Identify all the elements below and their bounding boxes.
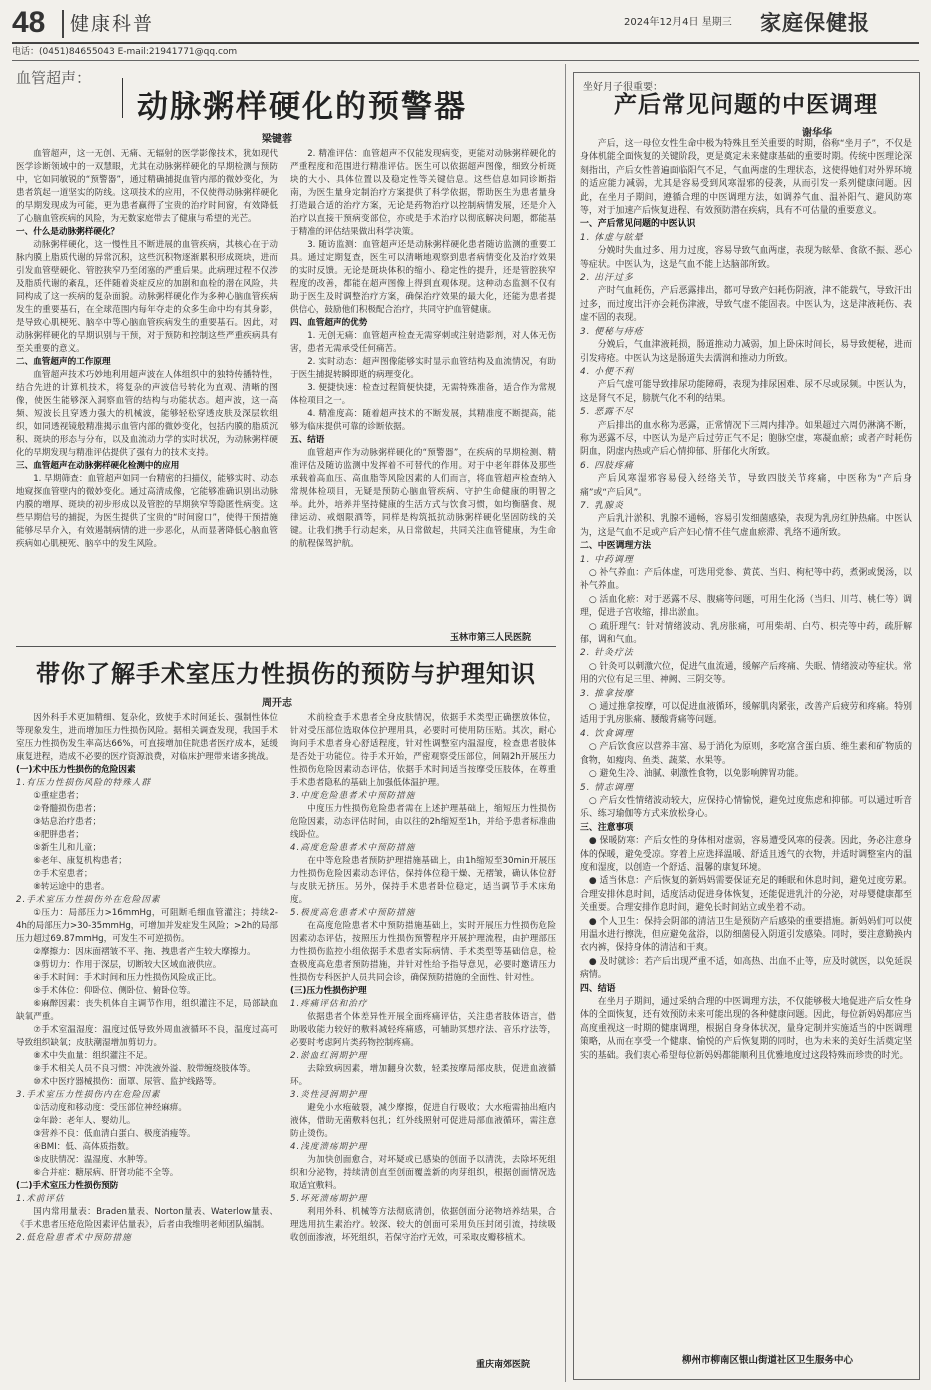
- paragraph: ○ 产后女性情绪波动较大，应保持心情愉悦，避免过度焦虑和抑郁。可以通过听音乐、练习瑜伽等方式来放松身心。: [580, 795, 912, 820]
- article3-kicker: 坐好月子很重要：: [583, 82, 663, 93]
- sub-heading: 2.手术室压力性损伤外在危险因素: [16, 895, 161, 905]
- paragraph: 血管超声作为动脉粥样硬化的“预警器”，在疾病的早期检测、精准评估及随访监测中发挥着不可替代的作用。对于中老年群体及那些承载着高血压、高血脂等风险因素的人们而言，将血管超声检查纳入常规体检项目，无疑是预防心脑血管疾病、守护生命健康的明智之举。此外，培养并坚持健康的生活方式与饮食习惯，如均衡膳食、规律运动、戒烟限酒等，同样是构筑抵抗动脉粥样硬化坚固防线的关键。让我们携手行动起来，从日常做起，共同关注血管健康，为生命的航程保驾护航。: [290, 448, 556, 549]
- article2-title: 带你了解手术室压力性损伤的预防与护理知识: [36, 659, 536, 688]
- paragraph: 在坐月子期间，通过采纳合理的中医调理方法，不仅能够极大地促进产后女性身体的全面恢复，还有效预防未来可能出现的各种健康问题。因此，每位新妈妈都应当高度重视这一时期的健康调理，根据自身身体状况，量身定制并实施适当的中医调理策略，从而在享受一个健康、愉悦的产后恢复期的同时，也为未来的美好生活奠定坚实的基础。我们衷心希望每位新妈妈都能顺利且优雅地度过这段特殊而珍贵的时光。: [580, 997, 912, 1061]
- paragraph: ○ 活血化瘀：对于恶露不尽、腹痛等问题，可用生化汤（当归、川芎、桃仁等）调理，促进子宫收缩，排出淤血。: [580, 594, 912, 619]
- section-heading: 三、血管超声在动脉粥样硬化检测中的应用: [16, 461, 180, 471]
- paragraph: 因外科手术更加精细、复杂化，致使手术时间延长、强制性体位等现象发生，进而增加压力性损伤风险。据相关调查发现，我国手术室压力性损伤发生率高达66%，可直接增加住院患者医疗成本，延缓康复进程，造成不必要的医疗资源浪费，对临床护理带来诸多挑战。: [16, 713, 278, 762]
- sub-heading: 3. 便秘与痔疮: [580, 326, 644, 337]
- sub-heading: 3. 推拿按摩: [580, 688, 634, 699]
- sub-heading: 3.炎性浸润期护理: [290, 1090, 368, 1100]
- sub-heading: 3.中度危险患者术中预防措施: [290, 791, 416, 801]
- article1-title: 动脉粥样硬化的预警器: [137, 89, 467, 125]
- section-heading: 二、血管超声的工作原理: [16, 357, 111, 367]
- paragraph: 中度压力性损伤危险患者需在上述护理基础上，缩短压力性损伤危险因素，动态评估时间，由以往的2h缩短至1h，并给予患者标准曲线卧位。: [290, 804, 556, 840]
- sub-heading: 2. 针灸疗法: [580, 648, 634, 659]
- masthead-rule: [12, 42, 919, 44]
- sub-heading: 1. 中药调理: [580, 554, 634, 565]
- article1-author: 梁键蓉: [262, 134, 292, 145]
- sub-heading: 4.浅度溃疡期护理: [290, 1142, 368, 1152]
- paragraph: 在中等危险患者预防护理措施基础上，由1h缩短至30min开展压力性损伤危险因素动态评估，保持体位稳干燥、无褶皱，确认体位舒与皮肤无挤压。另外，保持手术患者卧位稳定，适当调节手术床角度。: [290, 856, 556, 905]
- contact-rule: [12, 60, 919, 61]
- article1-affiliation: 玉林市第三人民医院: [450, 633, 532, 643]
- article3-title: 产后常见问题的中医调理: [614, 91, 878, 118]
- paragraph: 产后乳汁淤积、乳腺不通畅，容易引发细菌感染，表现为乳房红肿热痛。中医认为，这是气血不足或产后产妇心情不佳气虚血瘀滞、乳络不通所致。: [580, 514, 912, 538]
- article1-column1: [16, 148, 278, 648]
- paragraph: ⑤皮肤情况：温湿度、水肿等。: [33, 1155, 153, 1165]
- section-heading: 三、注意事项: [580, 822, 634, 833]
- paragraph: ②摩擦力：因床面褶皱不平、拖、拽患者产生较大摩擦力。: [33, 947, 256, 957]
- sub-heading: 4. 小便不利: [580, 366, 634, 377]
- section-heading: (一)术中压力性损伤的危险因素: [16, 765, 136, 775]
- paragraph: 国内常用量表：Braden量表、Norton量表、Waterlow量表、《手术患者压疮危险因素评估量表》，后者由我维明老师团队编制。: [16, 1207, 278, 1230]
- paragraph: ○ 补气养血：产后体虚，可选用党参、黄芪、当归、枸杞等中药，煮粥或煲汤，以补气养血。: [580, 568, 912, 592]
- paragraph: 3. 随访监测：血管超声还是动脉粥样硬化患者随访监测的重要工具。通过定期复查，医生可以清晰地观察到患者病情变化及治疗效果的实时反馈。无论是斑块体积的缩小、稳定性的提升，还是管腔狭窄程度的改善，都能在超声图像上得到直观体现。这种动态监测不仅有助于医生及时调整治疗方案，确保治疗效果的最大化，还能为患者提供信心，鼓励他们积极配合治疗，共同守护血管健康。: [290, 240, 556, 315]
- paragraph: 为加快创面愈合，对坏疑或已感染的创面予以清洗，去除坏死组织和分泌物，持续清创直至创面覆盖新的肉芽组织，根据创面情况选取适宜敷料。: [290, 1155, 556, 1191]
- paragraph: 在高度危险患者术中预防措施基础上，实时开展压力性损伤危险因素动态评估，按照压力性损伤预警程序开展护理流程，由护理部压力性损伤监控小组依据手术患者实际病情、手术类型等基础信息，检查极度高危患者预防措施，并针对性给予指导意见，必要时邀请压力性损伤专科医护人员共同会诊，确保预防措施的全面性、针对性。: [290, 921, 556, 983]
- paragraph: ①重症患者；: [33, 791, 84, 801]
- article-divider: [16, 646, 556, 647]
- paragraph: ⑤手术体位：仰卧位、侧卧位、俯卧位等。: [33, 986, 196, 996]
- paragraph: 3. 便捷快速：检查过程简便快捷，无需特殊准备，适合作为常规体检项目之一。: [290, 383, 556, 406]
- section-heading: 四、结语: [580, 983, 616, 994]
- sub-heading: 1. 体虚与眩晕: [580, 232, 644, 243]
- article2-column2: [290, 712, 556, 1354]
- sub-heading: 1.有压力性损伤风险的特殊人群: [16, 778, 151, 788]
- paragraph: ④BMI：低、高体质指数。: [33, 1142, 135, 1152]
- paragraph: ○ 通过推拿按摩，可以促进血液循环，缓解肌肉紧张，改善产后疲劳和疼痛。特别适用于乳房胀痛、腰酸背痛等问题。: [580, 702, 912, 726]
- paragraph: ④肥胖患者；: [33, 830, 84, 840]
- sub-heading: 1.疼痛评估和治疗: [290, 999, 368, 1009]
- sub-heading: 7. 乳腺炎: [580, 500, 624, 511]
- paragraph: ⑤新生儿和儿童；: [33, 843, 102, 853]
- issue-date: 2024年12月4日 星期三: [624, 17, 732, 28]
- column-separator: [565, 64, 566, 1382]
- paragraph: ○ 避免生冷、油腻、刺激性食物，以免影响脾胃功能。: [588, 769, 804, 780]
- article3-body: [580, 138, 912, 1346]
- paragraph: ● 及时就诊：若产后出现严重不适，如高热、出血不止等，应及时就医，以免延误病情。: [580, 956, 912, 981]
- paragraph: ③剪切力：作用于深层，切断较大区域血液供应。: [33, 960, 222, 970]
- sub-heading: 4. 饮食调理: [580, 728, 634, 739]
- sub-heading: 2. 出汗过多: [580, 273, 634, 284]
- paragraph: ⑧转运途中的患者。: [33, 882, 110, 892]
- paragraph: 产后排出的血水称为恶露，正常情况下三周内排净。如果超过六周仍淋漓不断，称为恶露不尽，中医认为是产后过劳正气不足；胞脉空虚，寒凝血瘀；或者产时耗伤阴血，阴虚内热或产后心情抑郁、肝郁化火所致。: [580, 420, 912, 458]
- contact-info: 电话：(0451)84655043 E-mail:21941771@qq.com: [12, 47, 238, 57]
- paragraph: ①活动度和移动度：受压部位神经麻痹。: [33, 1103, 187, 1113]
- paragraph: ⑩术中医疗器械损伤：面罩、尿管、监护线路等。: [33, 1077, 222, 1087]
- section-heading: (二)手术室压力性损伤预防: [16, 1181, 119, 1191]
- newspaper-name: 家庭保健报: [760, 10, 870, 35]
- paragraph: 1. 无创无痛：血管超声检查无需穿刺或注射造影剂，对人体无伤害，患者无需承受任何痛苦。: [290, 331, 556, 354]
- paragraph: ②脊髓损伤患者；: [33, 804, 102, 814]
- paragraph: ③姑息治疗患者；: [33, 817, 102, 827]
- sub-heading: 3.手术室压力性损伤内在危险因素: [16, 1090, 161, 1100]
- article1-kicker: 血管超声：: [16, 69, 92, 87]
- paragraph: ○ 针灸可以刺激穴位，促进气血流通，缓解产后疼痛、失眠、情绪波动等症状。常用的穴位有足三里、神阙、三阴交等。: [580, 661, 912, 686]
- paragraph: 术前检查手术患者全身皮肤情况，依据手术类型正确摆放体位，针对受压部位选取体位护理用具，必要时可使用防压贴。其次，耐心询问手术患者身心舒适程度，针对性调整室内温湿度，检查患者肢体是否处于功能位。待手术开始，严密观察受压部位，间隔2h开展压力性损伤危险因素动态评估，依据手术时间适当按摩受压肢体，在尊重手术患者隐私的基础上加强低体温护理。: [290, 713, 556, 788]
- sub-heading: 5. 恶露不尽: [580, 407, 634, 418]
- paragraph: ①压力：局部压力>16mmHg，可阻断毛细血管灌注；持续2-4h的局部压力>30-35mmHg，可增加并发症发生风险；>2h的局部压力超过69.87mmHg，可发生不可逆损伤。: [16, 908, 278, 944]
- paragraph: 产时气血耗伤，产后恶露排出，都可导致产妇耗伤阴液，津不能载气，导致汗出过多，而过度出汗亦会耗伤津液，导致气虚不能固表。中医认为，这是津液耗伤、表虚不固的表现。: [580, 286, 912, 324]
- sub-heading: 5.坏死溃疡期护理: [290, 1194, 368, 1204]
- paragraph: ⑥老年、康复机构患者；: [33, 856, 127, 866]
- paragraph: 产后气虚可能导致排尿功能障碍，表现为排尿困难、尿不尽或尿频。中医认为，这是肾气不足，膀胱气化不利的结果。: [580, 380, 912, 404]
- masthead-divider: [62, 10, 64, 38]
- paragraph: ③营养不良：低血清白蛋白、极度消瘦等。: [33, 1129, 196, 1139]
- article1-column2: [290, 148, 556, 626]
- sub-heading: 1.术前评估: [16, 1194, 65, 1204]
- paragraph: 利用外科、机械等方法彻底清创，依据创面分泌物培养结果，合理选用抗生素治疗。较深、较大的创面可采用负压封闭引流，持续吸收创面渗液，坏死组织，若保守治疗无效，可采取皮瓣移植术。: [290, 1207, 556, 1243]
- sub-heading: 6. 四肢疼痛: [580, 460, 634, 471]
- paragraph: ● 个人卫生：保持会阴部的清洁卫生是预防产后感染的重要措施。新妈妈们可以使用温水进行擦洗，但应避免盆浴，以防细菌侵入阴道引发感染。同时，要注意勤换内衣内裤，保持身体的清洁和干爽。: [580, 916, 912, 954]
- paragraph: 血管超声技术巧妙地利用超声波在人体组织中的独特传播特性，结合先进的计算机技术，将复杂的声波信号转化为直观、清晰的图像，使医生能够深入洞察血管的结构与功能状态。超声波，这一高频、短波长且穿透力强大的机械波，能够轻松穿透皮肤及深层软组织，如同透视镜般精准揭示血管内部的微妙变化，包括内膜的脂质沉积、斑块的形态与分布，以及血流动力学的实时状况，为动脉粥样硬化的早期发现与精准评估提供了强有力的技术支持。: [16, 370, 278, 458]
- paragraph: 2. 精准评估：血管超声不仅能发现病变，更能对动脉粥样硬化的严重程度和范围进行精准评估。医生可以依据超声图像，细致分析斑块的大小、具体位置以及稳定性等关键信息。这些信息如同诊断指南，为医生量身定制治疗方案提供了科学依据，帮助医生为患者量身打造最合适的治疗方案，无论是药物治疗以控制病情发展，还是介入治疗以直接干预病变部位，亦或是手术治疗以彻底解决问题，都能基于精准的评估结果做出科学决策。: [290, 149, 556, 237]
- paragraph: 分娩后，气血津液耗损，肠道推动力减弱，加上卧床时间长，易导致便秘，进而引发痔疮。中医认为这是肠道失去濡润和推动力所致。: [580, 340, 912, 364]
- paragraph: ⑥合并症：糖尿病、肝肾功能不全等。: [33, 1168, 179, 1178]
- article2-author: 周开志: [262, 698, 292, 709]
- sub-heading: 4.高度危险患者术中预防措施: [290, 843, 416, 853]
- paragraph: ⑨手术相关人员不良习惯：冲洗液外溢、胶带缠绕肢体等。: [33, 1064, 256, 1074]
- article2-column1: [16, 712, 278, 1372]
- paragraph: 2. 实时动态：超声图像能够实时显示血管结构及血流情况，有助于医生捕捉转瞬即逝的病理变化。: [290, 357, 556, 380]
- paragraph: ● 适当休息：产后恢复的新妈妈需要保证充足的睡眠和休息时间，避免过度劳累。合理安排休息时间，适度活动促进身体恢复，还能促进乳汁的分泌，对母婴健康都至关重要。合理安排作息时间，避免长时间站立或坐着不动。: [580, 876, 912, 914]
- article3-author: 谢华华: [802, 128, 832, 139]
- paragraph: ④手术时间：手术时间和压力性损伤风险成正比。: [33, 973, 222, 983]
- sub-heading: 2.淤血红润期护理: [290, 1051, 368, 1061]
- sub-heading: 5. 情志调理: [580, 782, 634, 793]
- paragraph: 去除致病因素，增加翻身次数，轻柔按摩局部皮肤，促进血液循环。: [290, 1064, 556, 1087]
- paragraph: ○ 产后饮食应以营养丰富、易于消化为原则，多吃富含蛋白质、维生素和矿物质的食物，如瘦肉、鱼类、蔬菜、水果等。: [580, 742, 912, 766]
- paragraph: 4. 精准度高：随着超声技术的不断发展，其精准度不断提高，能够为临床提供可靠的诊断依据。: [290, 409, 556, 432]
- section-heading: 五、结语: [290, 435, 325, 445]
- section-heading: (三)压力性损伤护理: [290, 986, 367, 996]
- section-heading: 一、什么是动脉粥样硬化？: [16, 227, 120, 237]
- sub-heading: 2.低危险患者术中预防措施: [16, 1233, 132, 1243]
- paragraph: 避免小水疱破裂，减少摩擦，促进自行吸收；大水疱需抽出疱内液体，借助无菌敷料包扎；红外线照射可促进局部血液循环，需注意防止烫伤。: [290, 1103, 556, 1139]
- paragraph: 分娩时失血过多、用力过度，容易导致气血两虚，表现为眩晕、食欲不振、恶心等症状。中医认为，这是气血不能上达脑部所致。: [580, 246, 912, 270]
- paragraph: ⑦手术室温湿度：温度过低导致外周血液循环不良，温度过高可导致组织缺氧；皮肤潮湿增加剪切力。: [16, 1025, 278, 1048]
- section-heading: 一、产后常见问题的中医认识: [580, 219, 696, 230]
- paragraph: 产后风寒湿邪容易侵入经络关节，导致四肢关节疼痛，中医称为“产后身痛”或“产后风”。: [580, 474, 912, 498]
- paragraph: ②年龄：老年人、婴幼儿。: [33, 1116, 136, 1126]
- paragraph: 产后，这一母位女性生命中极为特殊且至关重要的时期，俗称“坐月子”，不仅是身体机能全面恢复的关键阶段，更是奠定未来健康基础的重要时期。传统中医理论深刻指出，产后女性普遍面临阳气不足，气血两虚的生理状态，这使得她们对外界环境的适应能力减弱，尤其是容易受到风寒湿邪的侵袭，从而引发一系列健康问题。因此，在坐月子期间，遵循合理的中医调理方法，如调养气血、温补阳气、避风防寒等，对于加速产后恢复进程、有效预防潜在疾病，具有不可估量的重要意义。: [580, 139, 912, 217]
- paragraph: ⑥麻醉因素：丧失机体自主调节作用，组织灌注不足，局部缺血缺氧严重。: [16, 999, 278, 1022]
- paragraph: ○ 疏肝理气：针对情绪波动、乳房胀痛，可用柴胡、白芍、枳壳等中药，疏肝解郁，调和气血。: [580, 621, 912, 646]
- section-heading: 二、中医调理方法: [580, 541, 651, 552]
- paragraph: ⑦手术室患者；: [33, 869, 93, 879]
- article2-affiliation: 重庆南郊医院: [476, 1360, 531, 1370]
- paragraph: 血管超声，这一无创、无痛、无辐射的医学影像技术，犹如现代医学诊断领域中的一双慧眼，尤其在动脉粥样硬化的早期检测与预防中，它如同敏锐的“预警器”，通过精确捕捉血管内部的微妙变化，为患者筑起一道坚实的防线。这项技术的应用，不仅使得动脉粥样硬化的早期发现成为可能，更为患者赢得了宝贵的治疗时间窗，有效降低了心脑血管疾病的风险，为无数家庭带去了健康与希望的光芒。: [16, 149, 278, 224]
- paragraph: ⑧术中失血量：组织灌注不足。: [33, 1051, 153, 1061]
- paragraph: 1. 早期筛查：血管超声如同一台精密的扫描仪，能够实时、动态地窥探血管壁内的微妙变化。通过高清成像，它能够准确识别出动脉内膜的增厚、斑块的初步形成以及管腔的早期狭窄等隐匿性病变。这些早期信号的捕捉，为医生提供了宝贵的“时间窗口”，使得干预措施能够尽早介入，有效遏制病情的进一步恶化，从而显著降低心脑血管疾病如心肌梗死、脑卒中的发生风险。: [16, 474, 278, 549]
- sub-heading: 5.极度高危患者术中预防措施: [290, 908, 416, 918]
- paragraph: ● 保暖防寒：产后女性的身体相对虚弱，容易遭受风寒的侵袭。因此，务必注意身体的保暖，避免受凉。穿着上应选择温暖、舒适且透气的衣物，并适时调整室内的温度和湿度，以创造一个舒适、温馨的康复环境。: [580, 836, 912, 873]
- article3-affiliation: 柳州市柳南区银山街道社区卫生服务中心: [682, 1355, 854, 1366]
- paragraph: 依据患者个体差异性开展全面疼痛评估，关注患者肢体语言，借助吸收能力较好的敷料减轻疼痛感，可辅助冥想疗法、音乐疗法等，必要时考虑阿片类药物控制疼痛。: [290, 1012, 556, 1048]
- section-name: 健康科普: [70, 13, 155, 35]
- paragraph: 动脉粥样硬化，这一慢性且不断进展的血管疾病，其核心在于动脉内膜上脂质代谢的异常沉积，这些沉积物逐渐累积形成斑块，进而引发血管壁硬化、管腔狭窄乃至闭塞的严重后果。此病理过程不仅涉及脂质代谢的紊乱，还伴随着炎症反应的加剧和血栓的潜在风险，共同构成了这一疾病的复杂面貌。动脉粥样硬化作为多种心脑血管疾病发生的重要基石，在全球范围内每年夺走的众多生命中均有其身影，是导致心肌梗死、脑卒中等心脑血管疾病发生的重要基石。因此，对动脉粥样硬化的早期识别与干预，对于预防和控制这些严重疾病具有至关重要的意义。: [16, 240, 278, 354]
- section-heading: 四、血管超声的优势: [290, 318, 368, 328]
- page-number: 48: [12, 6, 46, 39]
